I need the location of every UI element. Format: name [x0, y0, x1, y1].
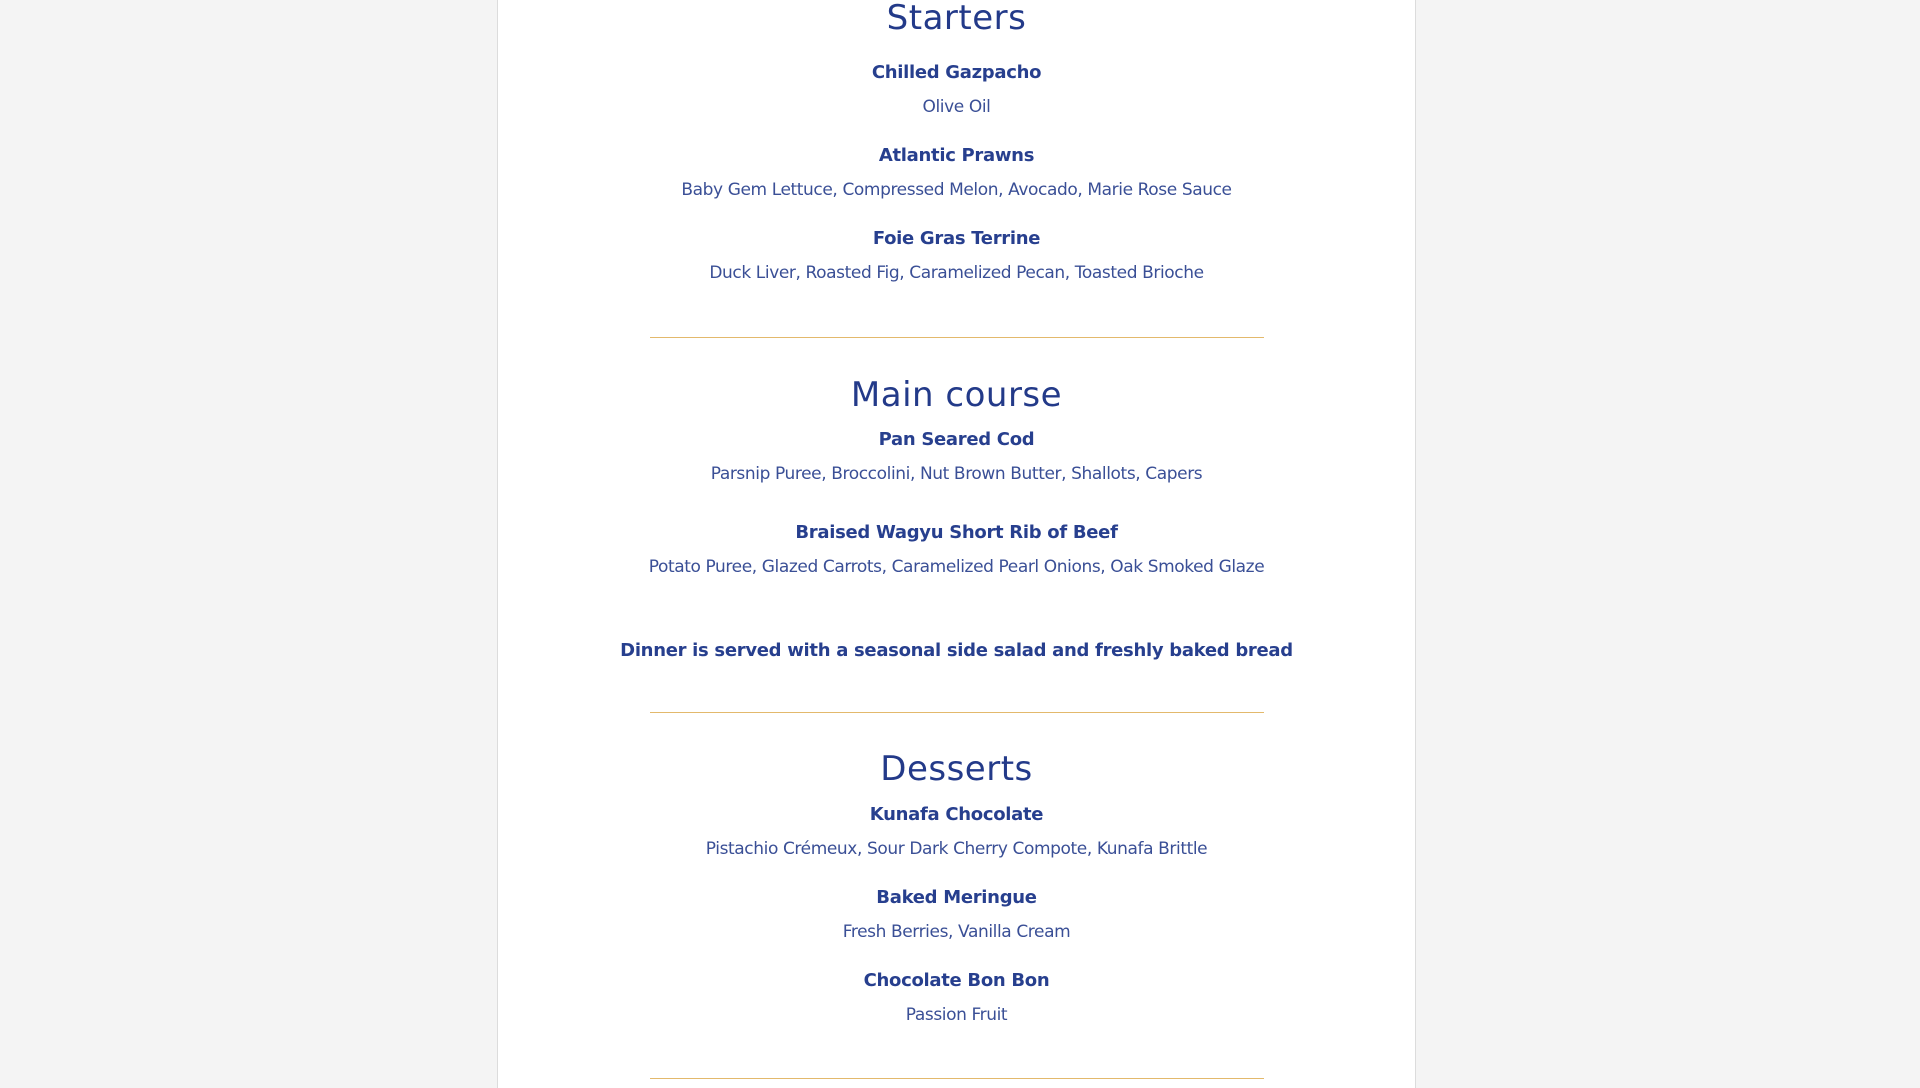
section-heading-desserts: Desserts — [880, 749, 1033, 789]
dish-name: Baked Meringue — [876, 887, 1037, 908]
dish-description: Potato Puree, Glazed Carrots, Caramelized Pearl Onions, Oak Smoked Glaze — [648, 557, 1265, 577]
dish-description: Baby Gem Lettuce, Compressed Melon, Avocado, Marie Rose Sauce — [681, 180, 1232, 200]
dish-name: Braised Wagyu Short Rib of Beef — [795, 522, 1118, 543]
dish-description: Pistachio Crémeux, Sour Dark Cherry Compote, Kunafa Brittle — [705, 839, 1208, 859]
dish-description: Fresh Berries, Vanilla Cream — [842, 922, 1071, 942]
dish-description: Duck Liver, Roasted Fig, Caramelized Pecan, Toasted Brioche — [709, 263, 1204, 283]
section-divider — [650, 1078, 1264, 1079]
menu-page — [497, 0, 1416, 1088]
section-divider — [650, 712, 1264, 713]
dish-description: Passion Fruit — [905, 1005, 1008, 1025]
dish-name: Chocolate Bon Bon — [863, 970, 1050, 991]
dish-name: Chilled Gazpacho — [871, 62, 1042, 83]
dish-description: Parsnip Puree, Broccolini, Nut Brown Butter, Shallots, Capers — [710, 464, 1203, 484]
dish-name: Kunafa Chocolate — [869, 804, 1044, 825]
dinner-note: Dinner is served with a seasonal side salad and freshly baked bread — [620, 640, 1293, 661]
dish-name: Pan Seared Cod — [878, 429, 1035, 450]
section-heading-main-course: Main course — [850, 375, 1063, 415]
dish-description: Olive Oil — [922, 97, 991, 117]
dish-name: Foie Gras Terrine — [872, 228, 1041, 249]
section-heading-starters: Starters — [886, 0, 1027, 38]
section-divider — [650, 337, 1264, 338]
dish-name: Atlantic Prawns — [878, 145, 1035, 166]
